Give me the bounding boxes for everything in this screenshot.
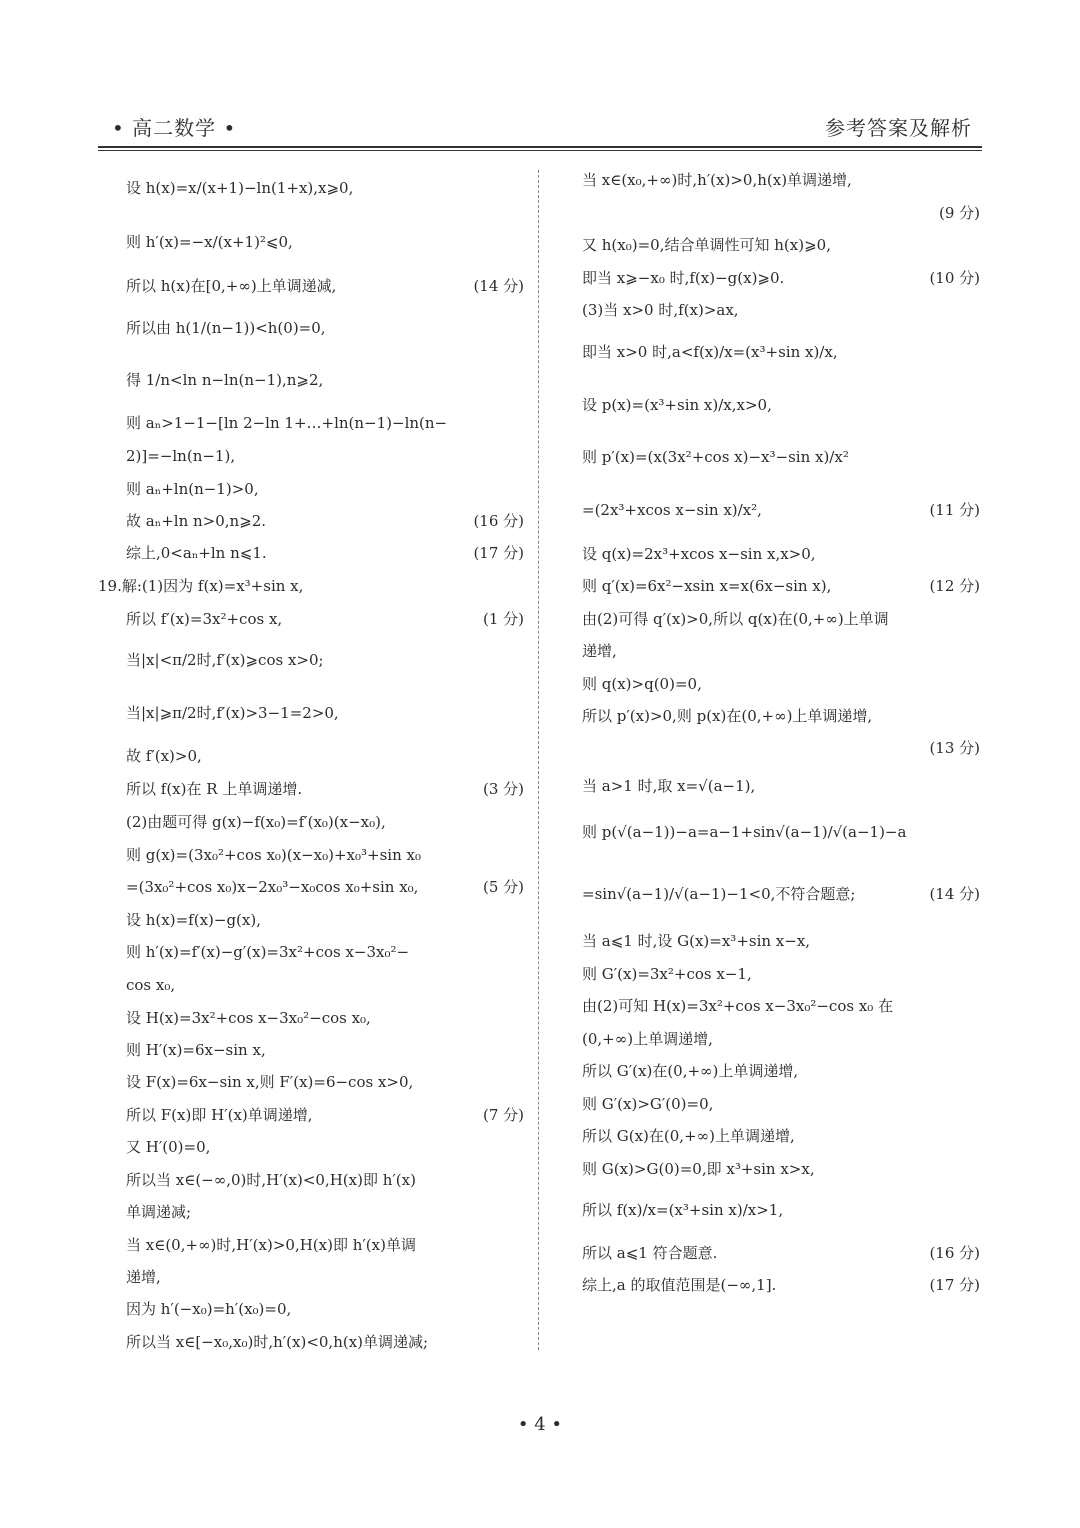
page-number: • 4 • — [517, 1414, 563, 1435]
header-rule — [98, 146, 982, 148]
column-divider — [538, 170, 539, 1350]
page-header — [98, 112, 982, 146]
subject-title: • 高二数学 • — [112, 116, 237, 140]
header-rule-thin — [98, 150, 982, 151]
section-title: 参考答案及解析 — [825, 116, 972, 140]
